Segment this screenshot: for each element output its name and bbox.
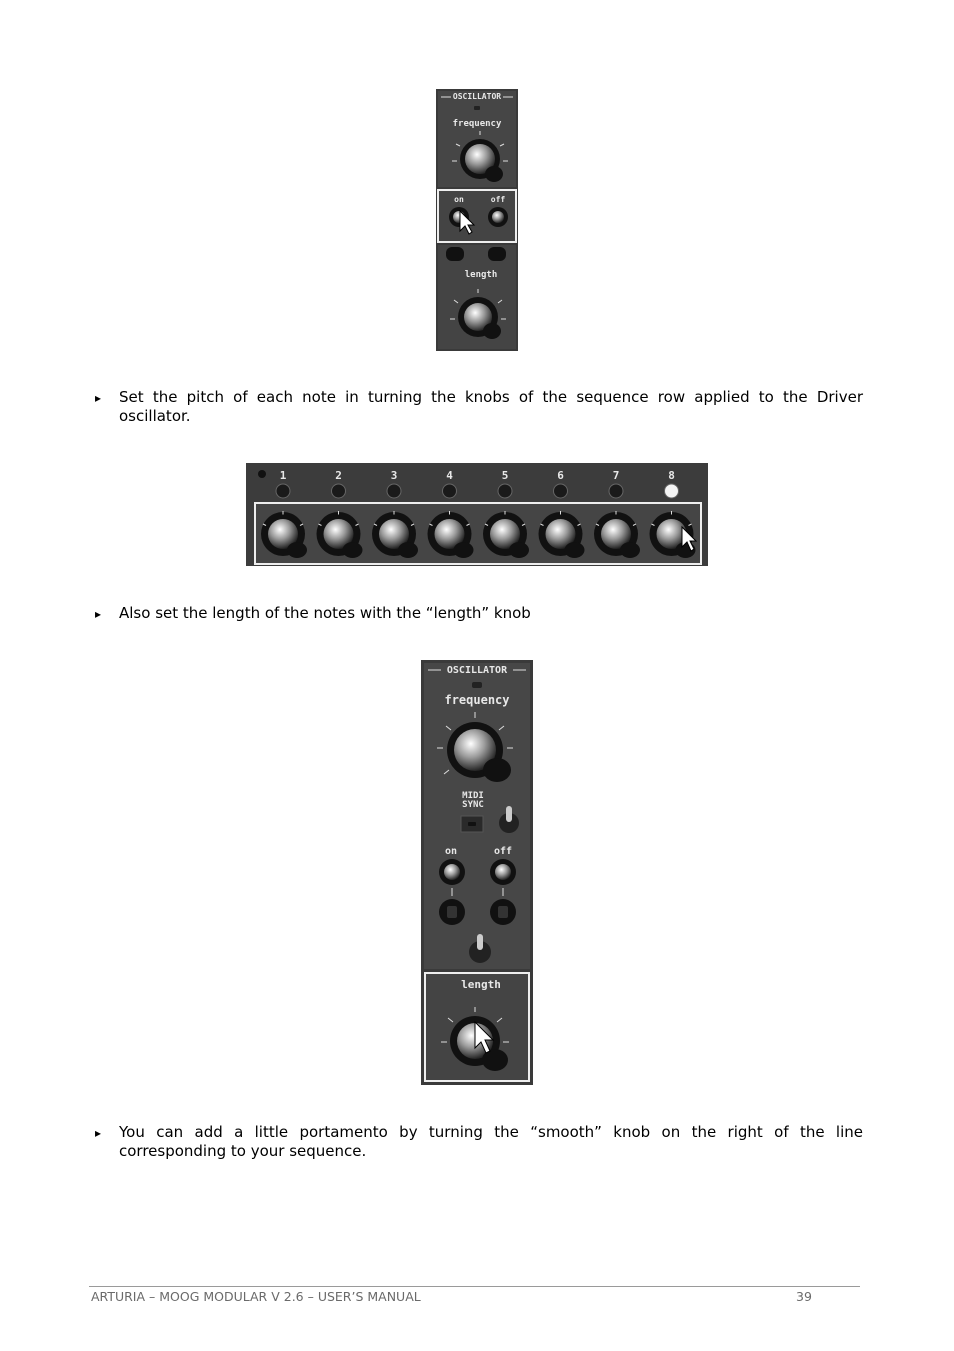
frequency-label: frequency [444, 693, 510, 707]
length-label: length [461, 978, 501, 991]
figure-oscillator-small [436, 89, 518, 351]
step-led-6[interactable] [554, 484, 568, 498]
footer-manual-title: ARTURIA – MOOG MODULAR V 2.6 – USER’S MANUAL [91, 1289, 421, 1304]
step-label-3: 3 [390, 469, 398, 482]
on-label: on [454, 195, 464, 204]
off-label: off [490, 195, 506, 204]
paragraph-length: Also set the length of the notes with the “length” knob [119, 604, 531, 622]
step-led-3[interactable] [387, 484, 401, 498]
step-led-7[interactable] [609, 484, 623, 498]
figure-oscillator-large [421, 660, 533, 1085]
off-button[interactable] [490, 859, 516, 885]
midi-label: MIDI [462, 791, 484, 801]
step-label-4: 4 [446, 469, 453, 482]
oscillator-title: OSCILLATOR [452, 92, 502, 101]
step-label-1: 1 [279, 469, 287, 482]
footer-rule [89, 1286, 860, 1287]
step-label-2: 2 [335, 469, 342, 482]
off-label: off [493, 846, 513, 857]
step-led-2[interactable] [332, 484, 346, 498]
off-button[interactable] [488, 207, 508, 227]
paragraph-portamento: You can add a little portamento by turning the “smooth” knob on the right of the line corresponding to your sequence. [119, 1123, 863, 1160]
frequency-label: frequency [452, 119, 502, 129]
length-label: length [464, 270, 498, 280]
step-led-1[interactable] [276, 484, 290, 498]
bullet-icon: ▸ [95, 607, 102, 621]
on-button[interactable] [439, 859, 465, 885]
step-label-5: 5 [501, 469, 509, 482]
paragraph-pitch: Set the pitch of each note in turning the knobs of the sequence row applied to the Driver oscillator. [119, 388, 863, 425]
jack-left[interactable] [439, 899, 465, 925]
on-label: on [444, 846, 458, 857]
footer-page-number: 39 [796, 1289, 812, 1304]
bullet-icon: ▸ [95, 391, 102, 405]
step-led-8[interactable] [665, 484, 679, 498]
step-label-8: 8 [668, 469, 675, 482]
step-label-6: 6 [557, 469, 564, 482]
sync-label: SYNC [462, 800, 484, 810]
step-label-7: 7 [612, 469, 620, 482]
oscillator-title: OSCILLATOR [446, 665, 508, 676]
step-led-4[interactable] [443, 484, 457, 498]
figure-sequencer-row [246, 463, 708, 566]
bullet-icon: ▸ [95, 1126, 102, 1140]
jack-right[interactable] [490, 899, 516, 925]
step-led-5[interactable] [498, 484, 512, 498]
